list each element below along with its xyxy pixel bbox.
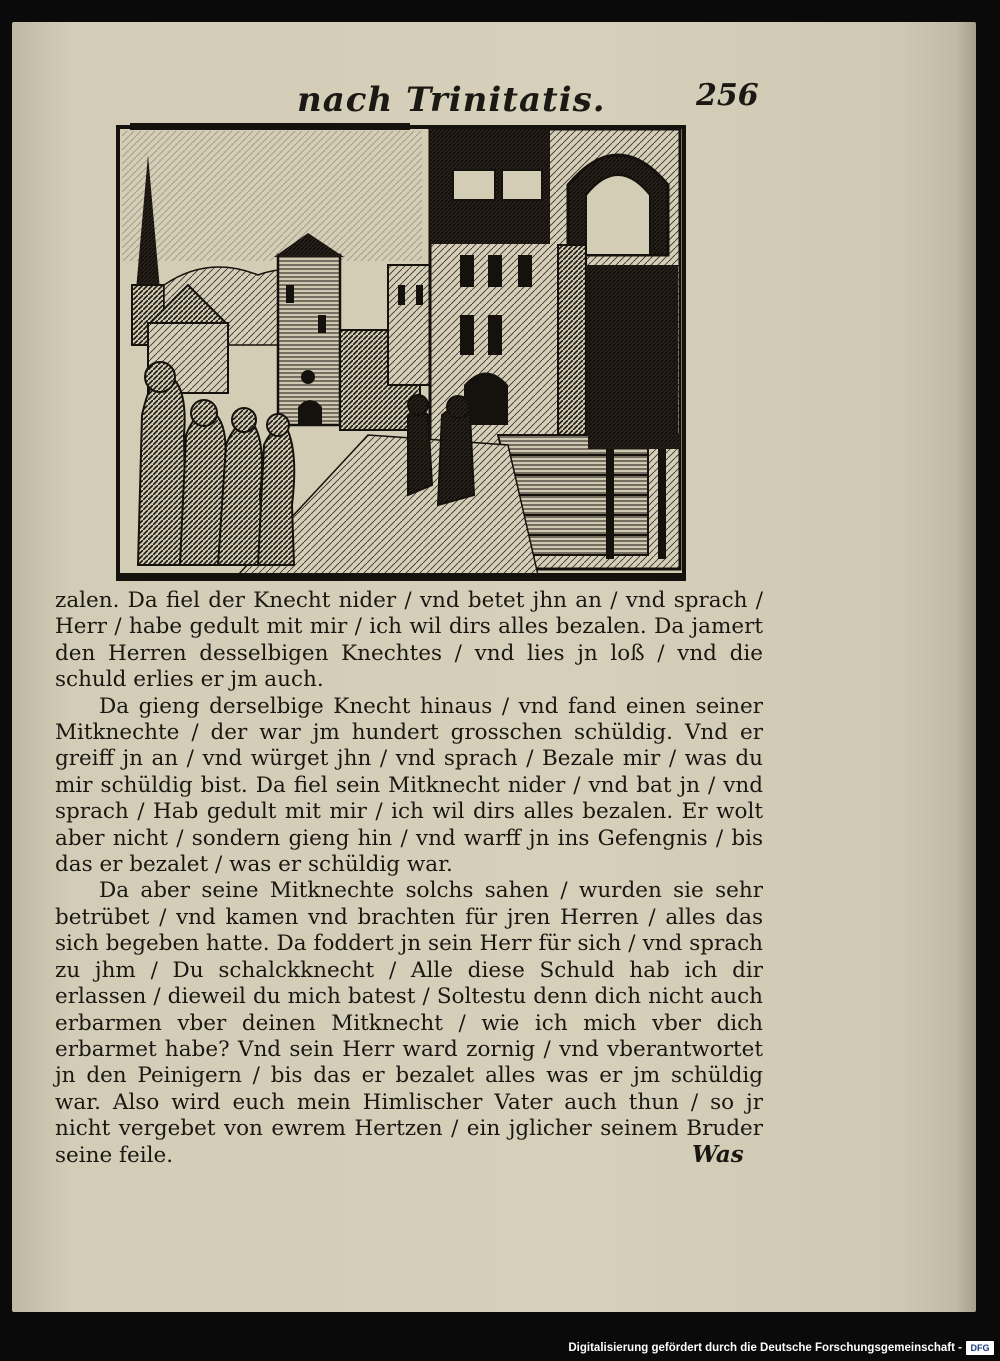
catchword: Was [692, 1141, 744, 1168]
dfg-logo-icon: DFG [966, 1341, 994, 1355]
page-edge-shadow [956, 22, 976, 1312]
paragraph-3: Da aber seine Mitknechte solchs sahen / wurden sie sehr betrübet / vnd kamen vnd brachten für jren Herren / alles das sich begeben hatte. Da foddert jn sein Herr für sich / vnd sprach zu jhm / Du schalckknecht / Alle diese Schuld hab ich dir erlassen / dieweil du mich batest / Soltestu denn dich nicht auch erbarmen vber deinen Mitknecht / wie ich mich vber dich erbarmet habe? Vnd sein Herr ward zornig / vnd vberantwortet jn den Peinigern / bis das er bezalet alles was er jm schüldig war. Also wird euch mein Himlischer Vater auch thun / so jr nicht vergebet von ewrem Hertzen / ein jglicher seinem Bruder seine feile. [55, 878, 763, 1168]
running-head: nach Trinitatis. [297, 80, 606, 120]
digitization-credit: Digitalisierung gefördert durch die Deutsche Forschungsgemeinschaft - [568, 1342, 962, 1354]
footer-bar [0, 1338, 1000, 1361]
woodcut-illustration [108, 115, 688, 585]
paragraph-1: zalen. Da fiel der Knecht nider / vnd betet jhn an / vnd sprach / Herr / habe gedult mit mir / ich wil dirs alles bezalen. Da jamert den Herren desselbigen Knechtes / vnd lies jn loß / vnd die schuld erlies er jm auch. [55, 588, 763, 693]
body-text [55, 588, 763, 1169]
page-number: 256 [696, 78, 759, 113]
paragraph-2: Da gieng derselbige Knecht hinaus / vnd fand einen seiner Mitknechte / der war jm hundert grosschen schüldig. Vnd er greiff jn an / vnd würget jhn / vnd sprach / Bezale mir / was du mir schüldig bist. Da fiel sein Mitknecht nider / vnd bat jn / vnd sprach / Hab gedult mit mir / ich wil dirs alles bezalen. Er wolt aber nicht / sondern gieng hin / vnd warff jn ins Gefengnis / bis das er bezalet / was er schüldig war. [55, 693, 763, 878]
